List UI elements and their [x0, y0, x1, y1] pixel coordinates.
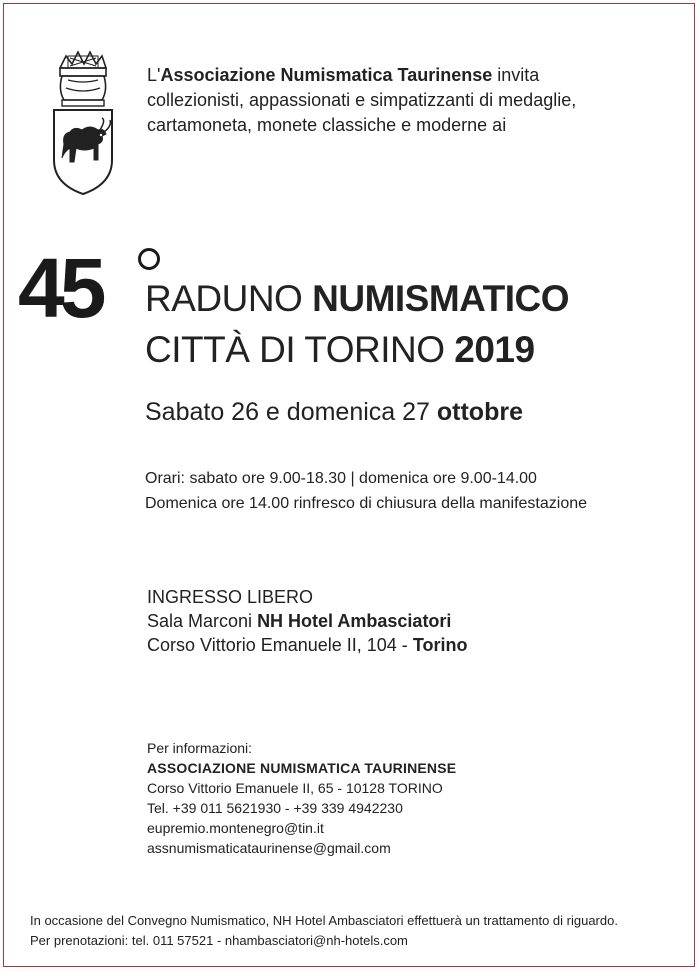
venue-city: Torino — [412, 635, 468, 655]
intro-line-3: cartamoneta, monete classiche e moderne ai — [147, 115, 507, 135]
title-raduno: RADUNO — [145, 278, 313, 319]
venue-address: Corso Vittorio Emanuele II, 104 - — [147, 635, 413, 655]
title-city: CITTÀ DI TORINO — [145, 329, 455, 370]
footer-line-2: Per prenotazioni: tel. 011 57521 - nhambasciatori@nh-hotels.com — [30, 933, 408, 948]
info-organization: ASSOCIAZIONE NUMISMATICA TAURINENSE — [147, 760, 457, 776]
contact-info — [147, 738, 456, 858]
intro-text — [147, 63, 576, 138]
title-year: 2019 — [454, 329, 535, 370]
footer-line-1: In occasione del Convegno Numismatico, NH Hotel Ambasciatori effettuerà un trattamento di riguardo. — [30, 913, 618, 928]
footer-note — [30, 911, 618, 951]
intro-organization: Associazione Numismatica Taurinense — [160, 65, 493, 85]
intro-invite: invita — [492, 65, 540, 85]
info-email-1[interactable]: eupremio.montenegro@tin.it — [147, 820, 324, 836]
title-numismatico: NUMISMATICO — [312, 278, 570, 319]
dates-month: ottobre — [436, 398, 523, 426]
free-entry: INGRESSO LIBERO — [147, 587, 314, 607]
coat-of-arms-logo — [48, 48, 118, 198]
event-dates — [145, 396, 523, 428]
venue-hotel: NH Hotel Ambasciatori — [257, 611, 452, 631]
venue-info — [147, 585, 467, 657]
edition-number: 45 — [18, 241, 102, 335]
event-title-line-2 — [145, 328, 535, 372]
event-title-line-1 — [145, 277, 569, 321]
degree-symbol — [138, 248, 160, 270]
info-phone: Tel. +39 011 5621930 - +39 339 4942230 — [147, 800, 403, 816]
intro-prefix: L' — [147, 65, 161, 85]
info-address: Corso Vittorio Emanuele II, 65 - 10128 TORINO — [147, 780, 443, 796]
hours-line-2: Domenica ore 14.00 rinfresco di chiusura della manifestazione — [145, 495, 588, 512]
intro-line-2: collezionisti, appassionati e simpatizzanti di medaglie, — [147, 90, 577, 110]
venue-room: Sala Marconi — [147, 611, 258, 631]
info-email-2[interactable]: assnumismaticataurinense@gmail.com — [147, 840, 391, 856]
opening-hours — [145, 466, 587, 516]
dates-days: Sabato 26 e domenica 27 — [145, 398, 437, 426]
hours-line-1: Orari: sabato ore 9.00-18.30 | domenica ore 9.00-14.00 — [145, 470, 537, 487]
info-heading: Per informazioni: — [147, 740, 253, 756]
